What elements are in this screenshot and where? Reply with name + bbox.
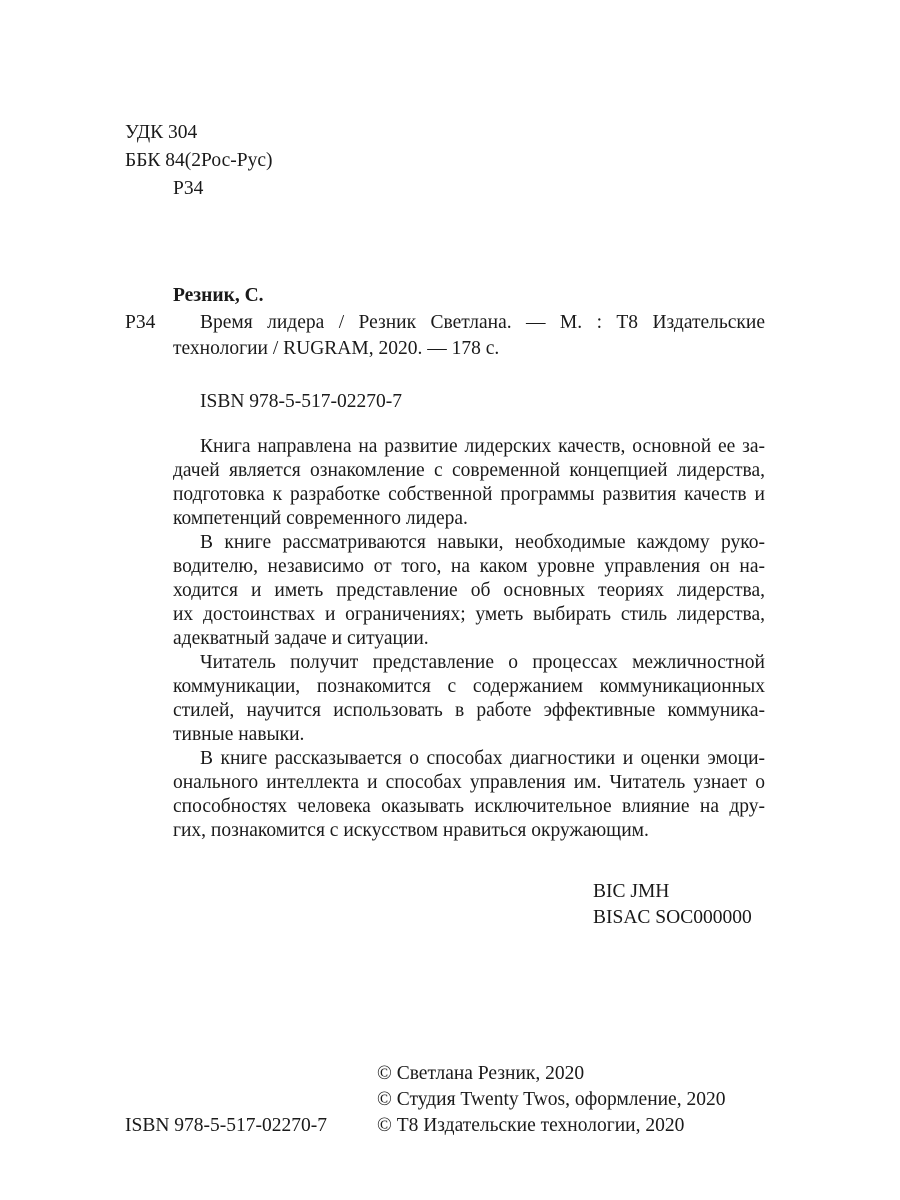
annotation-paragraph-1 <box>173 435 765 531</box>
annotation-line: дачей является ознакомление с современной концепцией лидерства, <box>173 460 765 481</box>
isbn-main: ISBN 978-5-517-02270-7 <box>200 391 403 412</box>
annotation-line: подготовка к разработке собственной программы развития качеств и <box>173 484 765 505</box>
copyright-design: © Студия Twenty Twos, оформление, 2020 <box>377 1089 726 1110</box>
bibliographic-code: Р34 <box>125 312 156 333</box>
annotation-line: гих, познакомится с искусством нравиться окружающим. <box>173 820 649 841</box>
author-name: Резник, С. <box>173 285 264 306</box>
annotation-line: компетенций современного лидера. <box>173 508 468 529</box>
annotation-line: их достоинствах и ограничениях; уметь выбирать стиль лидерства, <box>173 604 765 625</box>
annotation-line: ходится и иметь представление об основных теориях лидерства, <box>173 580 765 601</box>
udk-code: УДК 304 <box>125 122 198 143</box>
annotation-line: водителю, независимо от того, на каком уровне управления он на- <box>173 556 765 577</box>
bbk-code: ББК 84(2Рос-Рус) <box>125 150 273 171</box>
annotation-line: адекватный задаче и ситуации. <box>173 628 429 649</box>
bisac-code: BISAC SOC000000 <box>593 907 752 928</box>
annotation-line: В книге рассматриваются навыки, необходимые каждому руко- <box>200 532 765 553</box>
bic-code: BIC JMH <box>593 881 670 902</box>
annotation-line: онального интеллекта и способах управления им. Читатель узнает о <box>173 772 765 793</box>
isbn-bottom: ISBN 978-5-517-02270-7 <box>125 1115 328 1136</box>
annotation-line: Читатель получит представление о процессах межличностной <box>200 652 765 673</box>
annotation-line: коммуникации, познакомится с содержанием коммуникационных <box>173 676 765 697</box>
annotation-line: тивные навыки. <box>173 724 305 745</box>
annotation-paragraph-2 <box>173 531 765 651</box>
annotation-line: В книге рассказывается о способах диагностики и оценки эмоци- <box>200 748 765 769</box>
copyright-publisher: © Т8 Издательские технологии, 2020 <box>377 1115 685 1136</box>
annotation <box>173 435 765 843</box>
bibliographic-description-line-2: технологии / RUGRAM, 2020. — 178 с. <box>173 338 500 359</box>
author-sign-code: Р34 <box>173 178 204 199</box>
copyright-author: © Светлана Резник, 2020 <box>377 1063 585 1084</box>
bibliographic-description-line-1: Время лидера / Резник Светлана. — М. : Т8 Издательские <box>200 312 765 333</box>
annotation-paragraph-4 <box>173 747 765 843</box>
annotation-line: стилей, научится использовать в работе эффективные коммуника- <box>173 700 765 721</box>
annotation-line: способностях человека оказывать исключительное влияние на дру- <box>173 796 765 817</box>
annotation-paragraph-3 <box>173 651 765 747</box>
annotation-line: Книга направлена на развитие лидерских качеств, основной ее за- <box>200 436 765 457</box>
